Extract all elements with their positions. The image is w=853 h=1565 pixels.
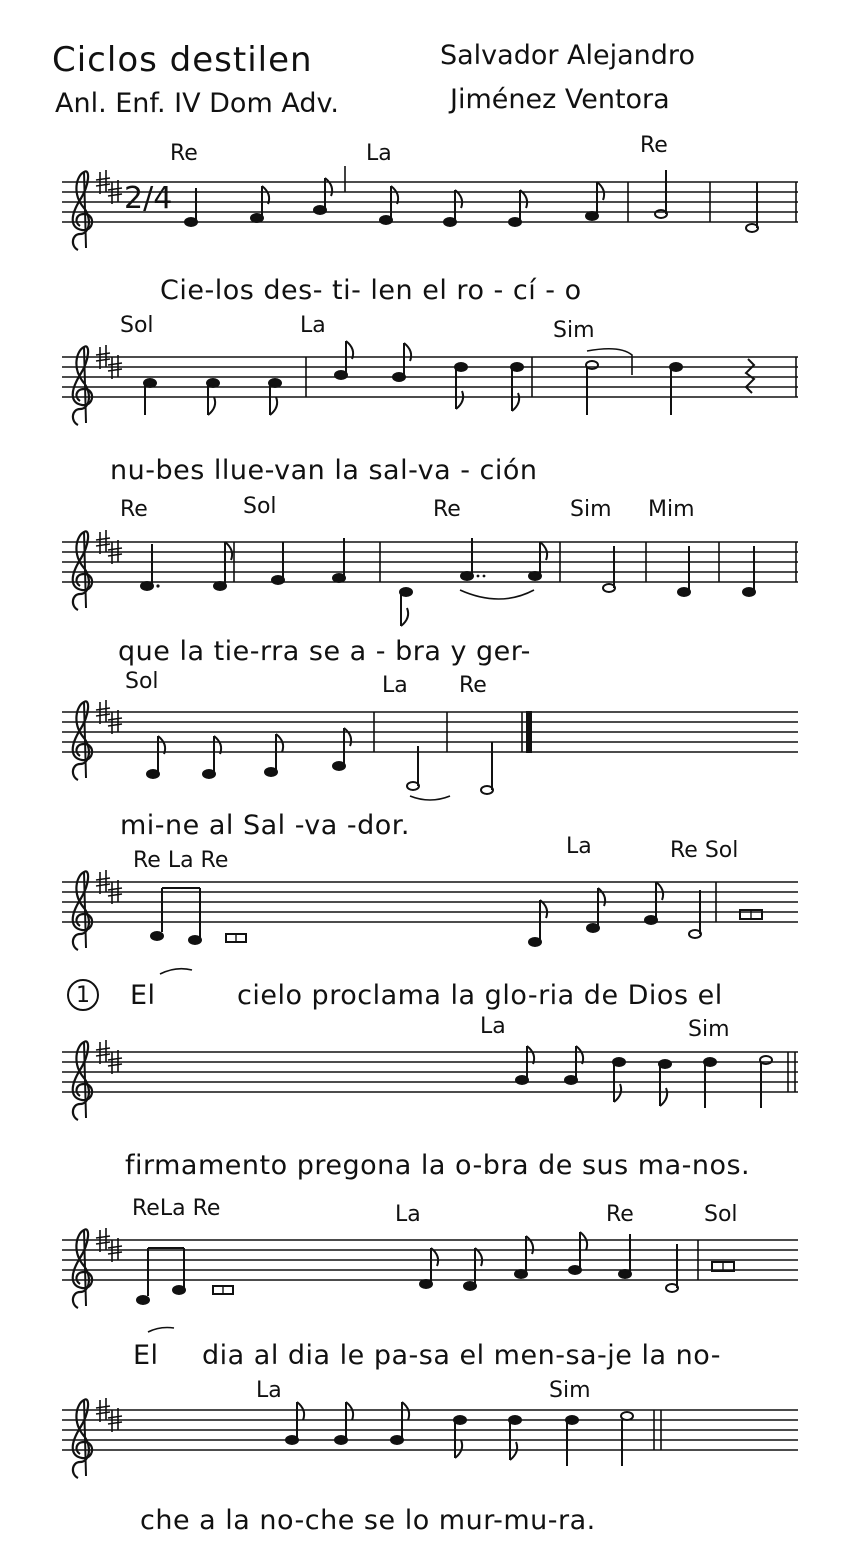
notes [286, 1402, 661, 1466]
lyrics-line: El [130, 980, 156, 1011]
treble-clef-icon [73, 1041, 92, 1120]
lyrics-line: que la tie-rra se a - bra y ger- [118, 636, 531, 667]
chord-label: Sol [125, 669, 159, 694]
treble-clef-icon [73, 871, 92, 950]
key-signature-sharps [96, 530, 122, 564]
chord-label: Sol [120, 313, 154, 338]
music-staff [0, 1040, 853, 1140]
treble-clef-icon [73, 171, 92, 250]
music-staff [0, 700, 853, 810]
chord-label: La [256, 1378, 282, 1403]
chord-label: Re La Re [133, 848, 229, 873]
chord-label: Sim [688, 1017, 730, 1042]
treble-clef-icon [73, 701, 92, 780]
chord-label: Re [120, 497, 148, 522]
music-staff [0, 870, 853, 970]
chord-label: Mim [648, 497, 695, 522]
music-staff [0, 345, 853, 445]
chord-label: Sol [243, 494, 277, 519]
music-staff [0, 170, 853, 260]
chord-label: La [300, 313, 326, 338]
treble-clef-icon [73, 531, 92, 610]
chord-label: La [480, 1014, 506, 1039]
key-signature-sharps [96, 170, 122, 204]
chord-label: La [395, 1202, 421, 1227]
key-signature-sharps [96, 1398, 122, 1432]
treble-clef-icon [73, 1229, 92, 1308]
lyrics-line: El [133, 1340, 159, 1371]
chord-label: Re [170, 141, 198, 166]
chord-label: Sim [549, 1378, 591, 1403]
key-signature-sharps [96, 345, 122, 379]
song-title: Ciclos destilen [52, 40, 313, 80]
lyrics-line: dia al dia le pa-sa el men-sa-je la no- [202, 1340, 721, 1371]
lyrics-line: Cie-los des- ti- len el ro - cí - o [160, 275, 582, 306]
notes [137, 1232, 734, 1332]
music-staff [0, 1398, 853, 1498]
key-signature-sharps [96, 1228, 122, 1262]
chord-label: Re [433, 497, 461, 522]
verse-number-badge: 1 [67, 979, 99, 1011]
music-staff [0, 1228, 853, 1328]
key-signature-sharps [96, 700, 122, 734]
composer-surname: Jiménez Ventora [450, 84, 670, 115]
lyrics-line: cielo proclama la glo-ria de Dios el [237, 980, 723, 1011]
chord-label: Sim [570, 497, 612, 522]
chord-label: Sim [553, 318, 595, 343]
liturgical-subtitle: Anl. Enf. IV Dom Adv. [55, 88, 339, 119]
chord-label: La [366, 141, 392, 166]
lyrics-line: che a la no-che se lo mur-mu-ra. [140, 1505, 596, 1536]
key-signature-sharps [96, 870, 122, 904]
notes [516, 1046, 795, 1108]
chord-label: Re [606, 1202, 634, 1227]
chord-label: Re [640, 133, 668, 158]
notes [147, 712, 531, 800]
notes [151, 882, 762, 974]
lyrics-line: mi-ne al Sal -va -dor. [120, 810, 410, 841]
key-signature-sharps [96, 1040, 122, 1074]
treble-clef-icon [73, 346, 92, 425]
chord-label: Sol [704, 1202, 738, 1227]
rest-icon [746, 359, 754, 393]
chord-label: La [382, 673, 408, 698]
chord-label: Re Sol [670, 838, 739, 863]
chord-label: Re [459, 673, 487, 698]
chord-label: ReLa Re [132, 1196, 221, 1221]
music-staff [0, 530, 853, 630]
treble-clef-icon [73, 1399, 92, 1478]
lyrics-line: nu-bes llue-van la sal-va - ción [110, 455, 538, 486]
chord-label: La [566, 834, 592, 859]
composer-name: Salvador Alejandro [440, 40, 695, 71]
lyrics-line: firmamento pregona la o-bra de sus ma-nos. [125, 1150, 751, 1181]
notes [144, 341, 796, 415]
time-signature: 2/4 [124, 181, 173, 216]
